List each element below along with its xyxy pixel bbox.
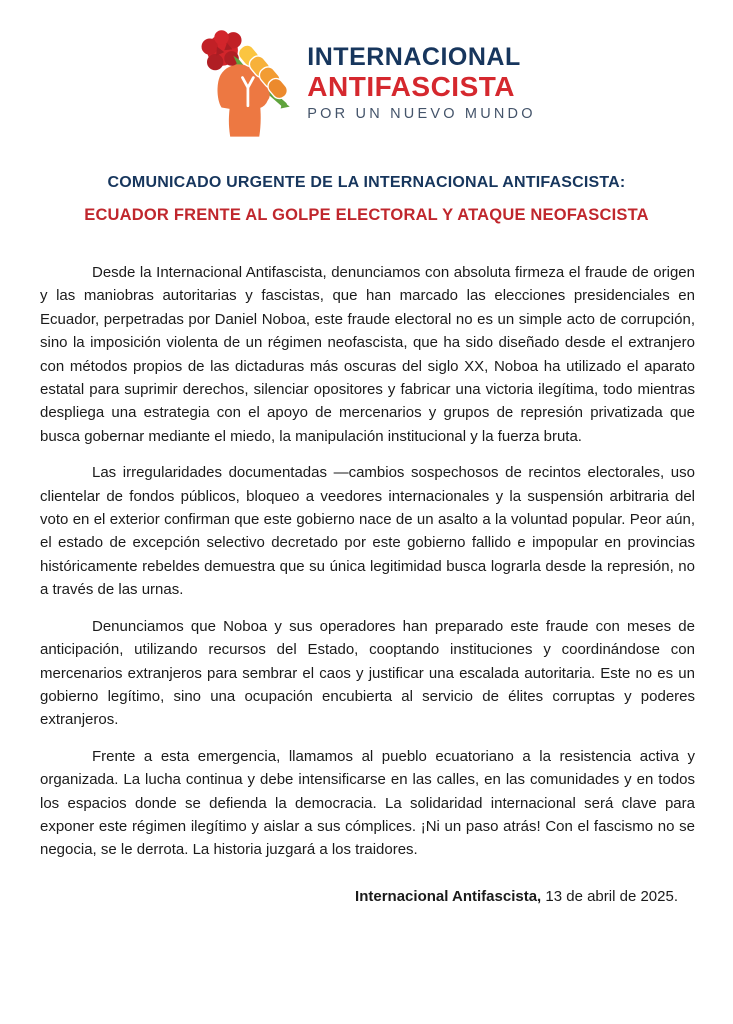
- headline-primary: COMUNICADO URGENTE DE LA INTERNACIONAL ANTIFASCISTA:: [107, 174, 626, 191]
- logo-title-antifascista: ANTIFASCISTA: [307, 70, 515, 102]
- logo: [0, 0, 733, 140]
- logo-wordmark: [307, 42, 536, 122]
- logo-title-internacional: INTERNACIONAL: [307, 42, 521, 71]
- paragraph-2: Las irregularidades documentadas —cambios sospechosos de recintos electorales, uso clientelar de fondos públicos, bloqueo a veedores internacionales y la suspensión arbitraria del voto en el exterior confirman que este gobierno nace de un asalto a la voluntad popular. Peor aún, el estado de excepción selectivo decretado por este gobierno fallido e impopular en provincias históricamente rebeldes demuestra que su única legitimidad busca lograrla desde la represión, no a través de las urnas.: [40, 464, 695, 599]
- paragraph-3: Denunciamos que Noboa y sus operadores han preparado este fraude con meses de anticipación, utilizando recursos del Estado, cooptando instituciones y coordinándose con mercenarios extranjeros para sembrar el caos y justificar una escalada autoritaria. Este no es un gobierno legítimo, sino una ocupación encubierta al servicio de élites corruptas y poderes extranjeros.: [40, 617, 695, 729]
- logo-tagline: POR UN NUEVO MUNDO: [307, 105, 536, 122]
- paragraph-1: Desde la Internacional Antifascista, denunciamos con absoluta firmeza el fraude de origen y las maniobras autoritarias y fascistas, que han marcado las elecciones presidenciales en Ecuador, perpetradas por Daniel Noboa, este fraude electoral no es un simple acto de corrupción, sino la imposición violenta de un régimen neofascista, que ha sido diseñado desde el extranjero con métodos propios de las dictaduras más oscuras del siglo XX, Noboa ha utilizado el aparato estatal para suprimir derechos, silenciar opositores y fabricar una victoria ilegítima, todo mientras despliega una estrategia con el apoyo de mercenarios y grupos de represión privatizada que busca gobernar mediante el miedo, la manipulación institucional y la fuerza bruta.: [40, 264, 695, 445]
- communique-body: [40, 261, 695, 862]
- fist-flower-icon: [197, 26, 297, 140]
- headline-secondary: ECUADOR FRENTE AL GOLPE ELECTORAL Y ATAQUE NEOFASCISTA: [84, 206, 649, 224]
- paragraph-4: Frente a esta emergencia, llamamos al pueblo ecuatoriano a la resistencia activa y organizada. La lucha continua y debe intensificarse en las calles, en las comunidades y en todos los espacios donde se defienda la democracia. La solidaridad internacional será clave para exponer este régimen ilegítimo y aislar a sus cómplices. ¡Ni un paso atrás! Con el fascismo no se negocia, se le derrota. La historia juzgará a los traidores.: [40, 747, 695, 859]
- signature-line: [40, 888, 678, 905]
- signature-date: 13 de abril de 2025.: [541, 887, 678, 905]
- signature-name: Internacional Antifascista,: [355, 887, 542, 905]
